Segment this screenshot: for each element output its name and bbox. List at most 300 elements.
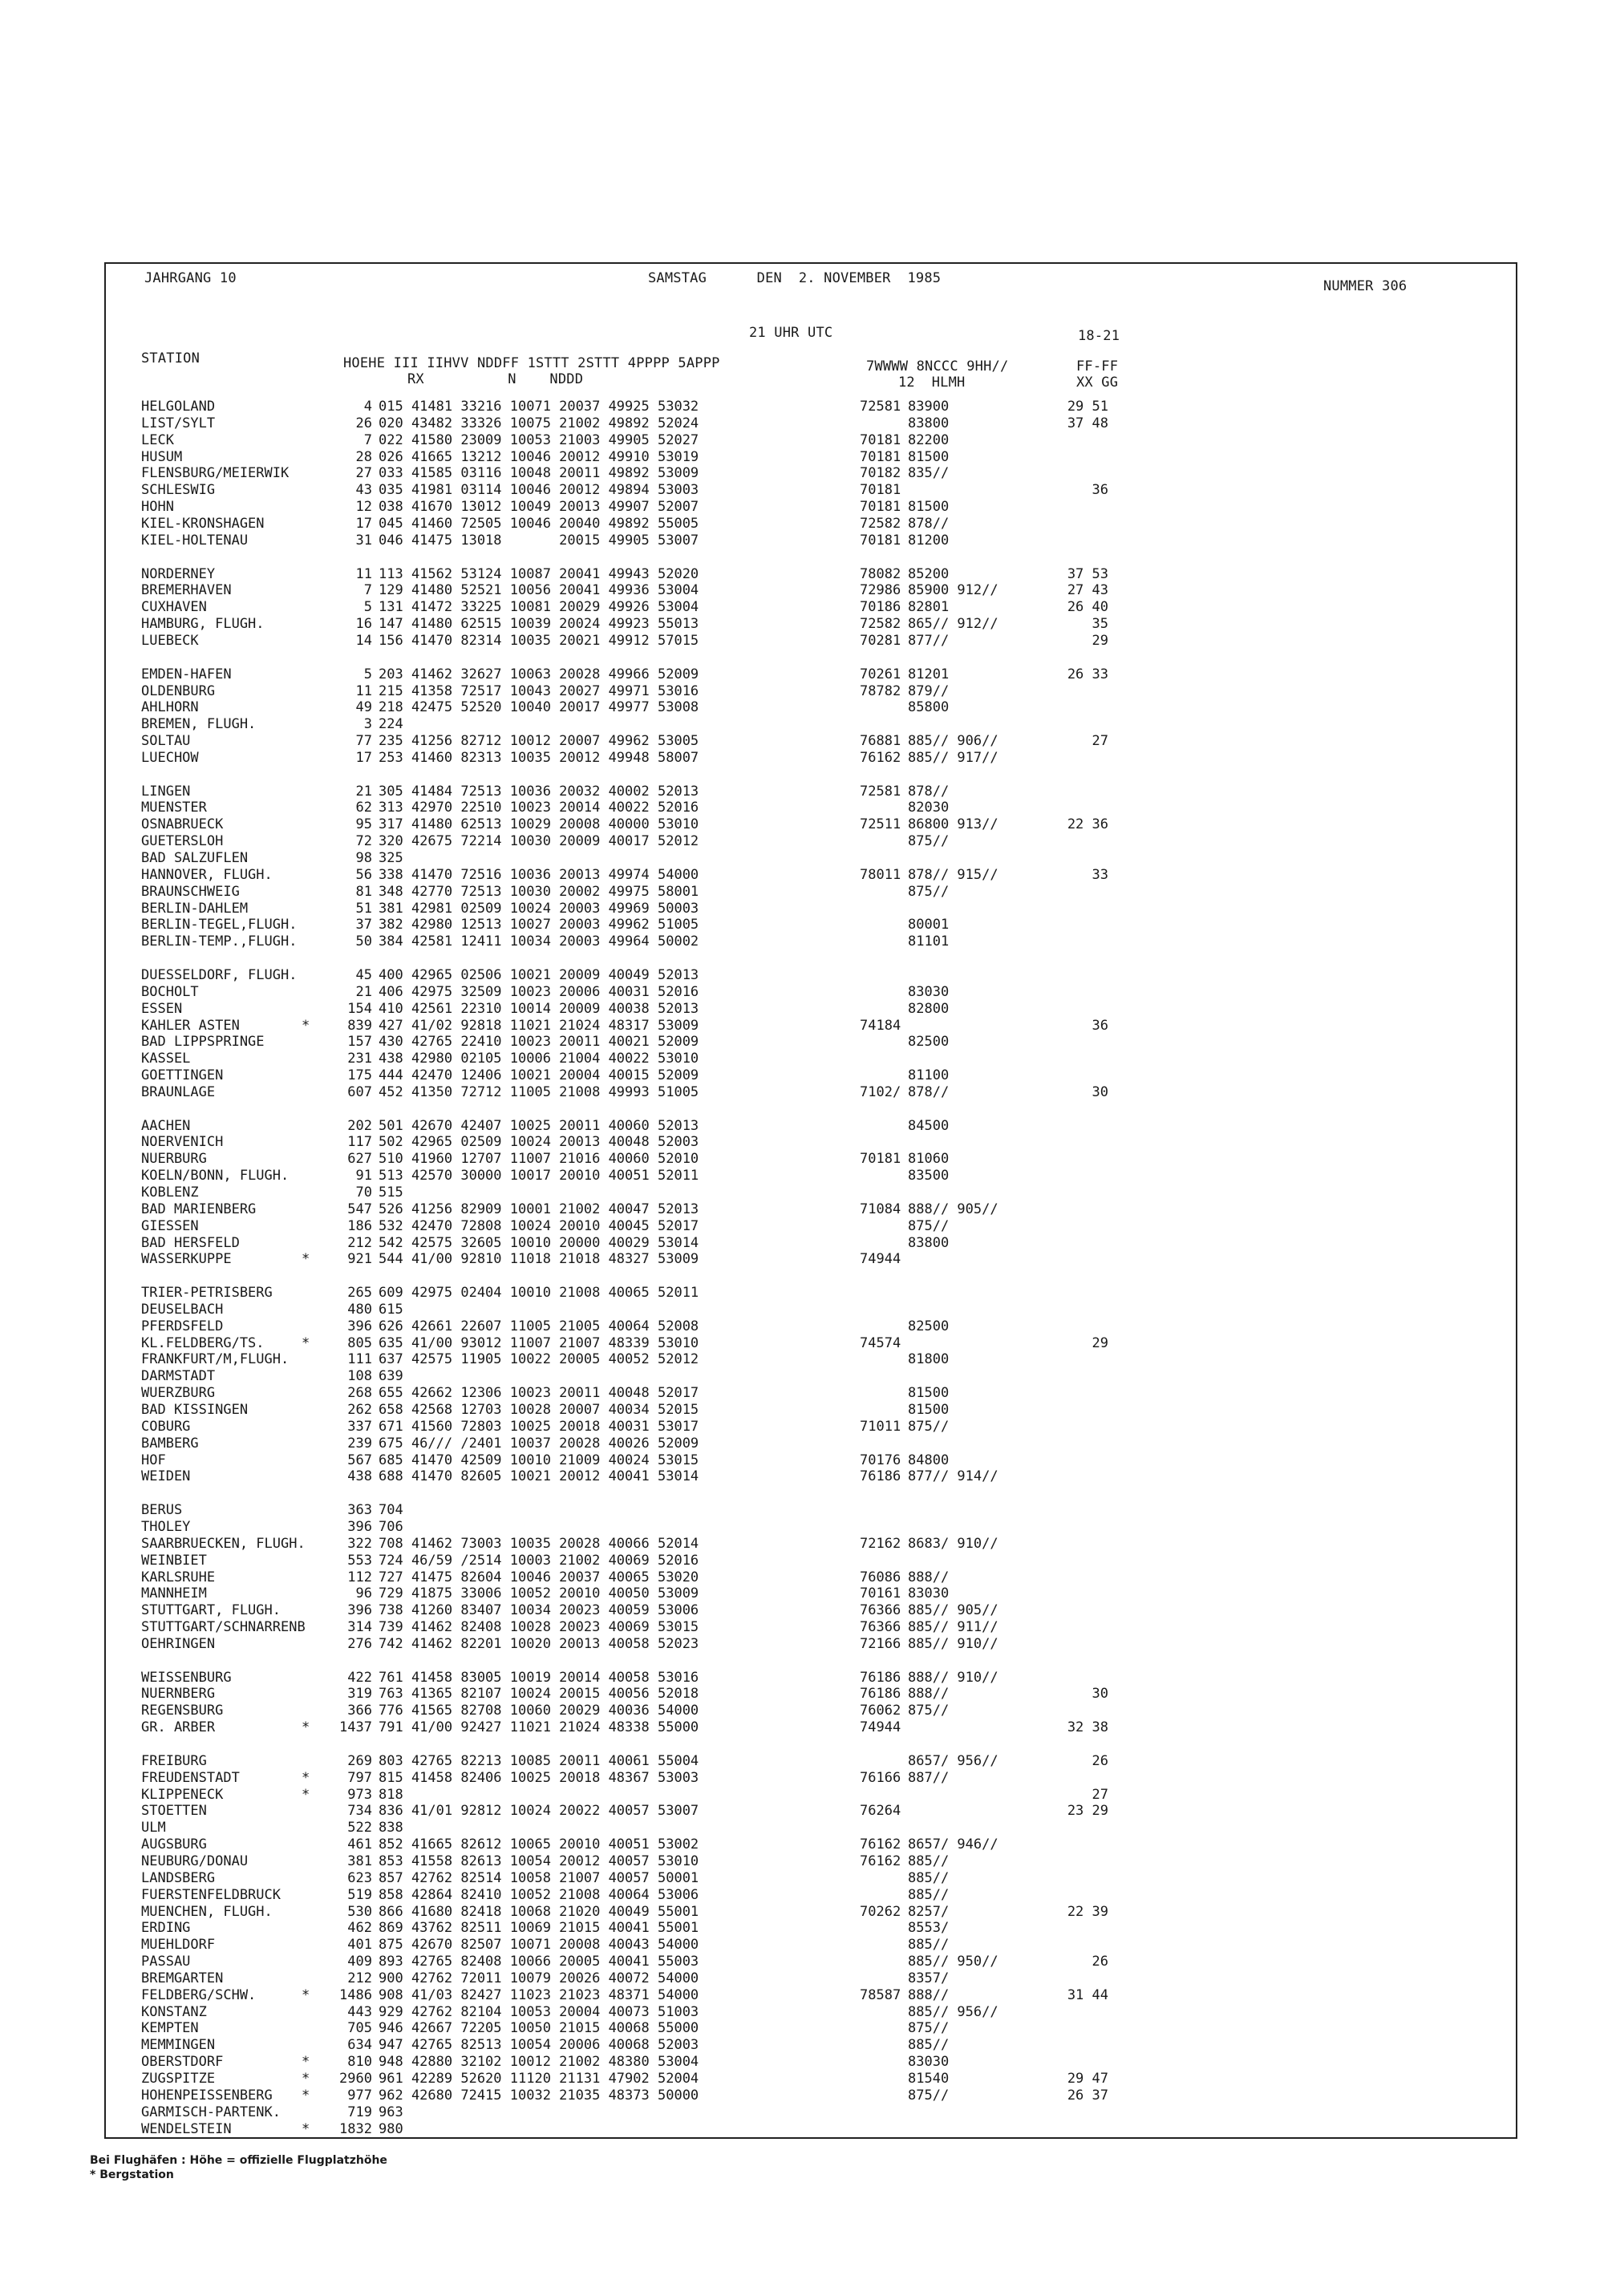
station-name: BOCHOLT xyxy=(141,983,199,1000)
synop-groups: 900 42762 72011 10079 20026 40072 54000 xyxy=(379,1970,699,1986)
weather-group: 70181 xyxy=(860,1151,901,1168)
station-height: 77 xyxy=(355,733,372,749)
cloud-group: 879// xyxy=(908,682,950,699)
cloud-group: 83030 xyxy=(908,983,950,1000)
station-height: 50 xyxy=(355,933,372,950)
station-name: LUECHOW xyxy=(141,749,199,766)
table-row xyxy=(106,1904,1516,1921)
weather-group: 7102/ xyxy=(860,1083,901,1100)
synop-groups: 444 42470 12406 10021 20004 40015 52009 xyxy=(379,1067,699,1083)
table-row xyxy=(106,1402,1516,1419)
station-name: DUESSELDORF, FLUGH. xyxy=(141,966,298,983)
cloud-group: 81500 xyxy=(908,1385,950,1402)
table-row xyxy=(106,1686,1516,1703)
weather-group: 76881 xyxy=(860,733,901,749)
weather-group: 70182 xyxy=(860,465,901,482)
cloud-group: 85900 912// xyxy=(908,582,998,599)
cloud-group: 835// xyxy=(908,465,950,482)
mountain-station-marker: * xyxy=(302,2054,310,2071)
station-height: 231 xyxy=(347,1051,372,1067)
table-row xyxy=(106,683,1516,700)
synop-groups: 532 42470 72808 10024 20010 40045 52017 xyxy=(379,1217,699,1234)
synop-groups: 706 xyxy=(379,1518,403,1535)
table-row xyxy=(106,2104,1516,2121)
station-name: WUERZBURG xyxy=(141,1385,216,1402)
station-height: 269 xyxy=(347,1752,372,1769)
table-row xyxy=(106,716,1516,733)
cloud-group: 885// xyxy=(908,1937,950,1954)
gust-values: 36 xyxy=(1092,482,1108,499)
cloud-group: 82200 xyxy=(908,431,950,448)
synop-groups: 384 42581 12411 10034 20003 49964 50002 xyxy=(379,933,699,950)
station-name: BRAUNLAGE xyxy=(141,1083,216,1100)
synop-groups: 325 xyxy=(379,850,403,866)
gust-period: 18-21 xyxy=(1078,328,1120,344)
cloud-group: 875// xyxy=(908,883,950,900)
station-height: 462 xyxy=(347,1920,372,1937)
weather-group: 72582 xyxy=(860,516,901,532)
cloud-group: 81201 xyxy=(908,666,950,682)
column-header-codes-sub: RX N NDDD xyxy=(407,371,584,387)
synop-groups: 203 41462 32627 10063 20028 49966 52009 xyxy=(379,666,699,682)
cloud-group: 885// 917// xyxy=(908,749,998,766)
table-row xyxy=(106,1987,1516,2004)
station-name: MUEHLDORF xyxy=(141,1937,216,1954)
station-name: THOLEY xyxy=(141,1518,191,1535)
station-height: 27 xyxy=(355,465,372,482)
cloud-group: 83800 xyxy=(908,1234,950,1251)
station-name: BREMGARTEN xyxy=(141,1970,224,1986)
station-name: GIESSEN xyxy=(141,1217,199,1234)
synop-groups: 869 43762 82511 10069 21015 40041 55001 xyxy=(379,1920,699,1937)
gust-values: 36 xyxy=(1092,1017,1108,1034)
station-name: DARMSTADT xyxy=(141,1368,216,1385)
station-height: 314 xyxy=(347,1619,372,1635)
column-header-groups: 7WWWW 8NCCC 9HH// xyxy=(866,358,1009,375)
table-row xyxy=(106,566,1516,583)
station-name: BERLIN-TEMP.,FLUGH. xyxy=(141,933,298,950)
station-height: 553 xyxy=(347,1552,372,1569)
gust-values: 26 xyxy=(1092,1752,1108,1769)
station-name: AHLHORN xyxy=(141,699,199,716)
station-height: 51 xyxy=(355,900,372,917)
mountain-station-marker: * xyxy=(302,1334,310,1351)
synop-groups: 729 41875 33006 10052 20010 40050 53009 xyxy=(379,1585,699,1602)
station-height: 95 xyxy=(355,816,372,833)
synop-groups: 026 41665 13212 10046 20012 49910 53019 xyxy=(379,448,699,465)
mountain-station-marker: * xyxy=(302,2120,310,2137)
weather-group: 78782 xyxy=(860,682,901,699)
table-row xyxy=(106,1502,1516,1519)
table-row xyxy=(106,1251,1516,1268)
weather-group: 78011 xyxy=(860,866,901,883)
station-name: BERUS xyxy=(141,1502,183,1519)
report-date: SAMSTAG DEN 2. NOVEMBER 1985 xyxy=(648,270,942,286)
synop-groups: 727 41475 82604 10046 20037 40065 53020 xyxy=(379,1569,699,1585)
cloud-group: 875// xyxy=(908,1418,950,1435)
gust-values: 27 43 xyxy=(1067,582,1108,599)
station-height: 396 xyxy=(347,1318,372,1334)
table-row xyxy=(106,1836,1516,1853)
mountain-station-marker: * xyxy=(302,2087,310,2104)
cloud-group: 8683/ 910// xyxy=(908,1535,998,1552)
station-name: KOBLENZ xyxy=(141,1184,199,1201)
station-height: 705 xyxy=(347,2020,372,2037)
station-name: FELDBERG/SCHW. xyxy=(141,1986,257,2003)
station-name: BAD KISSINGEN xyxy=(141,1402,249,1418)
table-row xyxy=(106,666,1516,683)
station-height: 719 xyxy=(347,2104,372,2120)
synop-groups: 893 42765 82408 10066 20005 40041 55003 xyxy=(379,1954,699,1970)
station-name: EMDEN-HAFEN xyxy=(141,666,232,682)
synop-groups: 020 43482 33326 10075 21002 49892 52024 xyxy=(379,415,699,431)
station-height: 839 xyxy=(347,1017,372,1034)
station-height: 547 xyxy=(347,1201,372,1217)
gust-values: 29 xyxy=(1092,632,1108,649)
station-name: PFERDSFELD xyxy=(141,1318,224,1334)
weather-group: 76264 xyxy=(860,1803,901,1820)
station-height: 37 xyxy=(355,917,372,933)
station-name: BAD MARIENBERG xyxy=(141,1201,257,1217)
station-height: 112 xyxy=(347,1569,372,1585)
station-height: 567 xyxy=(347,1452,372,1468)
table-row xyxy=(106,816,1516,833)
column-header-gusts-sub: XX GG xyxy=(1076,375,1119,391)
station-height: 805 xyxy=(347,1334,372,1351)
station-height: 5 xyxy=(363,599,372,616)
synop-groups: 501 42670 42407 10025 20011 40060 52013 xyxy=(379,1117,699,1134)
station-name: WEINBIET xyxy=(141,1552,207,1569)
station-name: GARMISCH-PARTENK. xyxy=(141,2104,281,2120)
station-name: FUERSTENFELDBRUCK xyxy=(141,1886,281,1903)
synop-groups: 035 41981 03114 10046 20012 49894 53003 xyxy=(379,482,699,499)
synop-groups: 980 xyxy=(379,2120,403,2137)
station-name: FREIBURG xyxy=(141,1752,207,1769)
table-row xyxy=(106,1436,1516,1452)
table-row xyxy=(106,1452,1516,1469)
synop-groups: 438 42980 02105 10006 21004 40022 53010 xyxy=(379,1051,699,1067)
table-row xyxy=(106,1034,1516,1051)
synop-groups: 033 41585 03116 10048 20011 49892 53009 xyxy=(379,465,699,482)
station-height: 28 xyxy=(355,448,372,465)
station-name: ESSEN xyxy=(141,1000,183,1017)
weather-group: 72166 xyxy=(860,1635,901,1652)
station-name: BRAUNSCHWEIG xyxy=(141,883,240,900)
table-row xyxy=(106,750,1516,767)
table-row xyxy=(106,1351,1516,1368)
table-row xyxy=(106,1067,1516,1084)
station-name: BAD LIPPSPRINGE xyxy=(141,1034,265,1051)
station-name: WEIDEN xyxy=(141,1468,191,1485)
cloud-group: 83500 xyxy=(908,1168,950,1184)
table-row xyxy=(106,2087,1516,2104)
station-height: 49 xyxy=(355,699,372,716)
station-height: 276 xyxy=(347,1635,372,1652)
table-row xyxy=(106,984,1516,1001)
station-name: KASSEL xyxy=(141,1051,191,1067)
weather-group: 76162 xyxy=(860,1836,901,1853)
table-row xyxy=(106,1051,1516,1067)
station-name: OLDENBURG xyxy=(141,682,216,699)
table-row xyxy=(106,833,1516,850)
synop-groups: 305 41484 72513 10036 20032 40002 52013 xyxy=(379,783,699,800)
station-name: PASSAU xyxy=(141,1954,191,1970)
table-row xyxy=(106,867,1516,884)
station-name: KONSTANZ xyxy=(141,2003,207,2020)
station-name: WENDELSTEIN xyxy=(141,2120,232,2137)
cloud-group: 84800 xyxy=(908,1452,950,1468)
station-height: 1486 xyxy=(339,1986,372,2003)
table-row xyxy=(106,784,1516,800)
table-row xyxy=(106,2071,1516,2087)
station-name: SCHLESWIG xyxy=(141,482,216,499)
station-height: 530 xyxy=(347,1903,372,1920)
weather-group: 70181 xyxy=(860,482,901,499)
station-height: 921 xyxy=(347,1251,372,1268)
weather-group: 70181 xyxy=(860,499,901,516)
synop-groups: 739 41462 82408 10028 20023 40069 53015 xyxy=(379,1619,699,1635)
gust-values: 33 xyxy=(1092,866,1108,883)
station-height: 7 xyxy=(363,582,372,599)
table-row xyxy=(106,1853,1516,1870)
cloud-group: 84500 xyxy=(908,1117,950,1134)
station-height: 4 xyxy=(363,399,372,415)
gust-values: 26 40 xyxy=(1067,599,1108,616)
cloud-group: 875// xyxy=(908,1217,950,1234)
synop-groups: 724 46/59 /2514 10003 21002 40069 52016 xyxy=(379,1552,699,1569)
mountain-station-marker: * xyxy=(302,1251,310,1268)
table-row xyxy=(106,699,1516,716)
synop-groups: 685 41470 42509 10010 21009 40024 53015 xyxy=(379,1452,699,1468)
gust-values: 31 44 xyxy=(1067,1986,1108,2003)
table-row xyxy=(106,1468,1516,1485)
mountain-station-marker: * xyxy=(302,1786,310,1803)
station-height: 519 xyxy=(347,1886,372,1903)
station-name: BAMBERG xyxy=(141,1435,199,1452)
table-row xyxy=(106,499,1516,516)
table-row xyxy=(106,532,1516,549)
station-height: 607 xyxy=(347,1083,372,1100)
mountain-station-marker: * xyxy=(302,2071,310,2087)
cloud-group: 82030 xyxy=(908,800,950,816)
weather-group: 76366 xyxy=(860,1602,901,1619)
table-row xyxy=(106,2121,1516,2138)
weather-group: 70181 xyxy=(860,448,901,465)
station-name: HUSUM xyxy=(141,448,183,465)
station-height: 98 xyxy=(355,850,372,866)
synop-groups: 637 42575 11905 10022 20005 40052 52012 xyxy=(379,1351,699,1368)
station-name: WASSERKUPPE xyxy=(141,1251,232,1268)
synop-groups: 963 xyxy=(379,2104,403,2120)
cloud-group: 81540 xyxy=(908,2071,950,2087)
footnote-airport-height: Bei Flughäfen : Höhe = offizielle Flugplatzhöhe xyxy=(90,2154,387,2167)
weather-group: 76062 xyxy=(860,1703,901,1719)
station-height: 363 xyxy=(347,1502,372,1519)
station-height: 3 xyxy=(363,716,372,733)
table-row xyxy=(106,516,1516,532)
table-row xyxy=(106,465,1516,482)
station-height: 117 xyxy=(347,1134,372,1151)
table-row xyxy=(106,1302,1516,1318)
table-row xyxy=(106,432,1516,449)
station-height: 17 xyxy=(355,516,372,532)
synop-groups: 381 42981 02509 10024 20003 49969 50003 xyxy=(379,900,699,917)
station-name: SAARBRUECKEN, FLUGH. xyxy=(141,1535,306,1552)
station-height: 111 xyxy=(347,1351,372,1368)
gust-values: 26 33 xyxy=(1067,666,1108,682)
synop-groups: 320 42675 72214 10030 20009 40017 52012 xyxy=(379,833,699,850)
cloud-group: 875// xyxy=(908,2087,950,2104)
synop-groups: 626 42661 22607 11005 21005 40064 52008 xyxy=(379,1318,699,1334)
station-height: 70 xyxy=(355,1184,372,1201)
station-name: KAHLER ASTEN xyxy=(141,1017,240,1034)
synop-groups: 763 41365 82107 10024 20015 40056 52018 xyxy=(379,1686,699,1703)
synop-groups: 708 41462 73003 10035 20028 40066 52014 xyxy=(379,1535,699,1552)
station-name: KOELN/BONN, FLUGH. xyxy=(141,1168,290,1184)
weather-group: 72582 xyxy=(860,616,901,633)
station-height: 322 xyxy=(347,1535,372,1552)
weather-group: 70176 xyxy=(860,1452,901,1468)
table-row xyxy=(106,1753,1516,1770)
station-height: 634 xyxy=(347,2037,372,2054)
table-row xyxy=(106,1703,1516,1719)
station-name: HELGOLAND xyxy=(141,399,216,415)
station-name: BAD HERSFELD xyxy=(141,1234,240,1251)
gust-values: 23 29 xyxy=(1067,1803,1108,1820)
cloud-group: 875// xyxy=(908,833,950,850)
synop-groups: 615 xyxy=(379,1301,403,1318)
station-height: 438 xyxy=(347,1468,372,1485)
station-height: 1437 xyxy=(339,1719,372,1736)
weather-group: 74574 xyxy=(860,1334,901,1351)
station-height: 396 xyxy=(347,1602,372,1619)
synop-groups: 513 42570 30000 10017 20010 40051 52011 xyxy=(379,1168,699,1184)
table-row xyxy=(106,1385,1516,1402)
weather-group: 76186 xyxy=(860,1468,901,1485)
gust-values: 30 xyxy=(1092,1083,1108,1100)
station-name: LINGEN xyxy=(141,783,191,800)
cloud-group: 81100 xyxy=(908,1067,950,1083)
table-row xyxy=(106,1636,1516,1653)
station-name: HOHN xyxy=(141,499,174,516)
station-name: HOF xyxy=(141,1452,166,1468)
cloud-group: 885// 905// xyxy=(908,1602,998,1619)
station-height: 265 xyxy=(347,1285,372,1301)
table-row xyxy=(106,1335,1516,1352)
table-row xyxy=(106,1770,1516,1787)
station-name: HOHENPEISSENBERG xyxy=(141,2087,273,2104)
station-height: 157 xyxy=(347,1034,372,1051)
mountain-station-marker: * xyxy=(302,1986,310,2003)
table-row xyxy=(106,1536,1516,1553)
cloud-group: 83800 xyxy=(908,415,950,431)
cloud-group: 81500 xyxy=(908,1402,950,1418)
synop-groups: 253 41460 82313 10035 20012 49948 58007 xyxy=(379,749,699,766)
synop-groups: 818 xyxy=(379,1786,403,1803)
station-height: 443 xyxy=(347,2003,372,2020)
synop-groups: 224 xyxy=(379,716,403,733)
synop-groups: 015 41481 33216 10071 20037 49925 53032 xyxy=(379,399,699,415)
cloud-group: 878// xyxy=(908,783,950,800)
cloud-group: 885// 956// xyxy=(908,2003,998,2020)
cloud-group: 81200 xyxy=(908,532,950,549)
station-name: NOERVENICH xyxy=(141,1134,224,1151)
station-name: HANNOVER, FLUGH. xyxy=(141,866,273,883)
cloud-group: 8657/ 946// xyxy=(908,1836,998,1853)
gust-values: 32 38 xyxy=(1067,1719,1108,1736)
synop-groups: 866 41680 82418 10068 21020 40049 55001 xyxy=(379,1903,699,1920)
synop-groups: 430 42765 22410 10023 20011 40021 52009 xyxy=(379,1034,699,1051)
column-header-codes: HOEHE III IIHVV NDDFF 1STTT 2STTT 4PPPP 5APPP xyxy=(343,355,720,371)
station-height: 973 xyxy=(347,1786,372,1803)
cloud-group: 878// xyxy=(908,516,950,532)
station-name: FLENSBURG/MEIERWIK xyxy=(141,465,290,482)
station-name: LANDSBERG xyxy=(141,1869,216,1886)
synop-groups: 675 46/// /2401 10037 20028 40026 52009 xyxy=(379,1435,699,1452)
cloud-group: 865// 912// xyxy=(908,616,998,633)
cloud-group: 878// 915// xyxy=(908,866,998,883)
station-name: MANNHEIM xyxy=(141,1585,207,1602)
weather-group: 70186 xyxy=(860,599,901,616)
cloud-group: 82500 xyxy=(908,1034,950,1051)
observation-time: 21 UHR UTC xyxy=(749,325,833,341)
cloud-group: 885// 911// xyxy=(908,1619,998,1635)
weather-group: 72986 xyxy=(860,582,901,599)
cloud-group: 885// xyxy=(908,2037,950,2054)
cloud-group: 81800 xyxy=(908,1351,950,1368)
synop-groups: 502 42965 02509 10024 20013 40048 52003 xyxy=(379,1134,699,1151)
cloud-group: 877// 914// xyxy=(908,1468,998,1485)
weather-group: 74184 xyxy=(860,1017,901,1034)
footnote-mountain-station: * Bergstation xyxy=(90,2168,174,2181)
gust-values: 37 53 xyxy=(1067,565,1108,582)
cloud-group: 885// 910// xyxy=(908,1635,998,1652)
table-row xyxy=(106,1184,1516,1201)
cloud-group: 888// xyxy=(908,1686,950,1703)
gust-values: 30 xyxy=(1092,1686,1108,1703)
table-row xyxy=(106,2037,1516,2054)
weather-group: 70262 xyxy=(860,1903,901,1920)
synop-groups: 655 42662 12306 10023 20011 40048 52017 xyxy=(379,1385,699,1402)
table-row xyxy=(106,1168,1516,1184)
station-name: REGENSBURG xyxy=(141,1703,224,1719)
synop-groups: 427 41/02 92818 11021 21024 48317 53009 xyxy=(379,1017,699,1034)
weather-group: 74944 xyxy=(860,1251,901,1268)
synop-groups: 658 42568 12703 10028 20007 40034 52015 xyxy=(379,1402,699,1418)
gust-values: 22 36 xyxy=(1067,816,1108,833)
cloud-group: 80001 xyxy=(908,917,950,933)
cloud-group: 877// xyxy=(908,632,950,649)
station-height: 734 xyxy=(347,1803,372,1820)
synop-groups: 929 42762 82104 10053 20004 40073 51003 xyxy=(379,2003,699,2020)
station-height: 175 xyxy=(347,1067,372,1083)
weather-group: 72581 xyxy=(860,783,901,800)
cloud-group: 83030 xyxy=(908,1585,950,1602)
table-row xyxy=(106,917,1516,933)
synop-groups: 815 41458 82406 10025 20018 48367 53003 xyxy=(379,1769,699,1786)
table-row xyxy=(106,1151,1516,1168)
table-row xyxy=(106,1820,1516,1836)
station-name: OSNABRUECK xyxy=(141,816,224,833)
gust-values: 29 xyxy=(1092,1334,1108,1351)
synop-groups: 317 41480 62513 10029 20008 40000 53010 xyxy=(379,816,699,833)
station-name: LECK xyxy=(141,431,174,448)
station-height: 31 xyxy=(355,532,372,549)
column-header-gusts: FF-FF xyxy=(1076,358,1119,375)
station-name: NEUBURG/DONAU xyxy=(141,1853,249,1869)
synop-groups: 215 41358 72517 10043 20027 49971 53016 xyxy=(379,682,699,699)
station-name: GUETERSLOH xyxy=(141,833,224,850)
